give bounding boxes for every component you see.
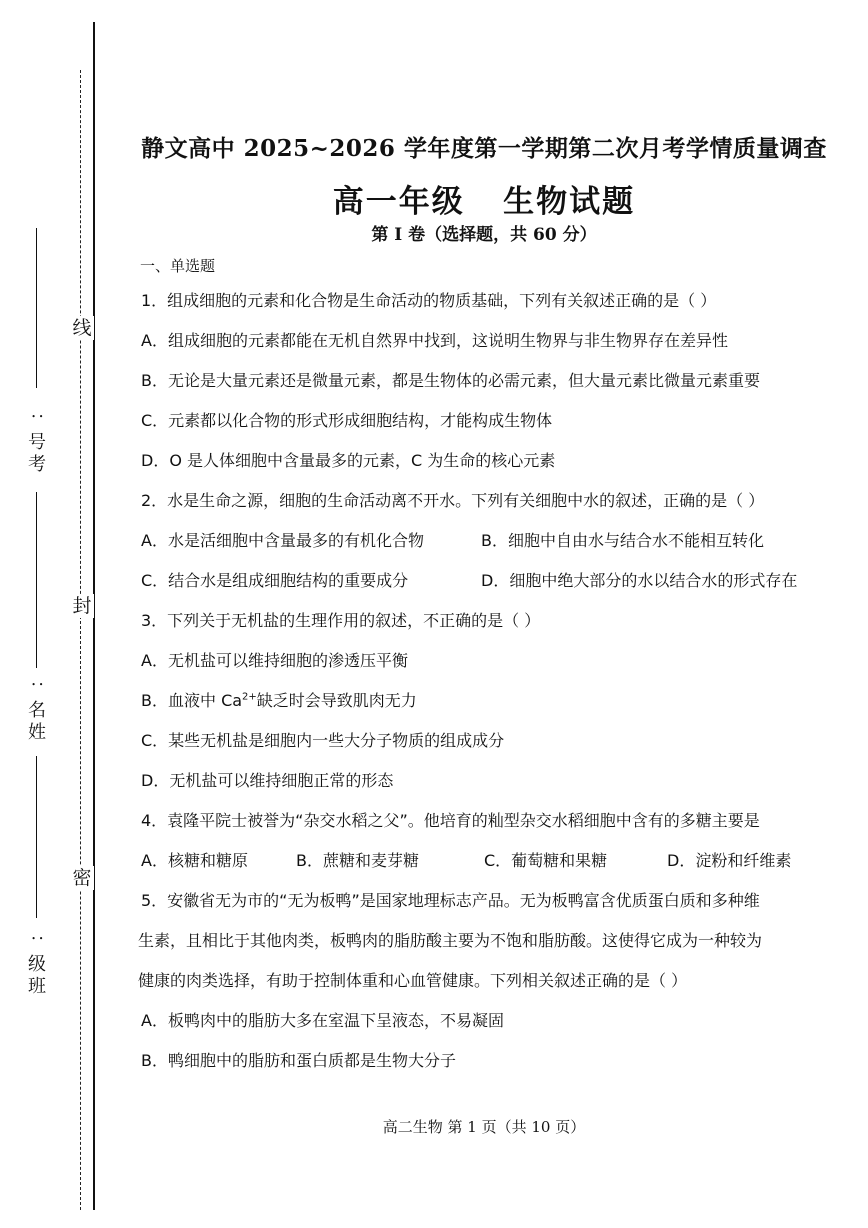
binding-dashed-line: [80, 70, 81, 1210]
q5-stem-line-2: 生素，且相比于其他肉类，板鸭肉的脂肪酸主要为不饱和脂肪酸。这使得它成为一种较为: [138, 931, 763, 950]
q4-option-b: B．蔗糖和麦芽糖: [296, 851, 419, 870]
class-label: ： 级 班: [27, 934, 48, 997]
seal-word-seal: 封: [70, 594, 94, 618]
q4-stem: 4．袁隆平院士被誉为“杂交水稻之父”。他培育的籼型杂交水稻细胞中含有的多糖主要是: [141, 811, 760, 830]
exam-number-label: ： 号 考: [27, 412, 48, 475]
exam-title: 高一年级 生物试题: [332, 184, 636, 220]
q5-stem-line-1: 5．安徽省无为市的“无为板鸭”是国家地理标志产品。无为板鸭富含优质蛋白质和多种维: [141, 891, 760, 910]
question-list: [138, 255, 841, 1081]
page-footer: 高二生物 第 1 页（共 10 页）: [382, 1118, 586, 1136]
name-write-line: [36, 492, 37, 668]
q4-option-a: A．核糖和糖原: [141, 851, 248, 870]
name-label: ： 名 姓: [27, 680, 48, 743]
seal-word-line: 线: [70, 316, 94, 340]
q3-option-b: B．血液中 $Ca^{2+}$缺乏时会导致肌肉无力: [141, 691, 417, 710]
q3-stem: 3．下列关于无机盐的生理作用的叙述，不正确的是（ ）: [141, 611, 541, 630]
q4-option-c: C．葡萄糖和果糖: [484, 851, 608, 870]
q2-option-b: B．细胞中自由水与结合水不能相互转化: [481, 531, 764, 550]
school-title: 静文高中 2025~2026 学年度第一学期第二次月考学情质量调查: [141, 135, 827, 162]
q1-option-b: B．无论是大量元素还是微量元素，都是生物体的必需元素，但大量元素比微量元素重要: [141, 371, 760, 390]
q1-option-d: D．O 是人体细胞中含量最多的元素，C 为生命的核心元素: [141, 451, 556, 470]
q2-options-row-2: [141, 561, 841, 601]
q3-option-d: D．无机盐可以维持细胞正常的形态: [141, 771, 394, 790]
q2-option-a: A．水是活细胞中含量最多的有机化合物: [141, 531, 424, 550]
q2-options-row-1: [141, 521, 841, 561]
class-write-line: [36, 756, 37, 918]
q3-option-a: A．无机盐可以维持细胞的渗透压平衡: [141, 651, 408, 670]
q5-option-b: B．鸭细胞中的脂肪和蛋白质都是生物大分子: [141, 1051, 456, 1070]
exam-number-write-line: [36, 228, 37, 388]
q4-option-d: D．淀粉和纤维素: [667, 851, 792, 870]
ion-charge: 2+: [242, 691, 257, 703]
part-title: 第 I 卷（选择题，共 60 分）: [371, 225, 597, 245]
q2-option-d: D．细胞中绝大部分的水以结合水的形式存在: [481, 571, 798, 590]
q5-stem-line-3: 健康的肉类选择，有助于控制体重和心血管健康。下列相关叙述正确的是（ ）: [138, 971, 688, 990]
q1-stem: 1．组成细胞的元素和化合物是生命活动的物质基础，下列有关叙述正确的是（ ）: [141, 291, 717, 310]
q2-option-c: C．结合水是组成细胞结构的重要成分: [141, 571, 409, 590]
q4-options-row: [141, 841, 841, 881]
section-heading: 一、单选题: [140, 257, 216, 275]
q3-option-c: C．某些无机盐是细胞内一些大分子物质的组成成分: [141, 731, 505, 750]
q1-option-a: A．组成细胞的元素都能在无机自然界中找到，这说明生物界与非生物界存在差异性: [141, 331, 728, 350]
seal-word-secret: 密: [70, 866, 94, 890]
q1-option-c: C．元素都以化合物的形式形成细胞结构，才能构成生物体: [141, 411, 553, 430]
q2-stem: 2．水是生命之源，细胞的生命活动离不开水。下列有关细胞中水的叙述，正确的是（ ）: [141, 491, 765, 510]
q5-option-a: A．板鸭肉中的脂肪大多在室温下呈液态，不易凝固: [141, 1011, 504, 1030]
